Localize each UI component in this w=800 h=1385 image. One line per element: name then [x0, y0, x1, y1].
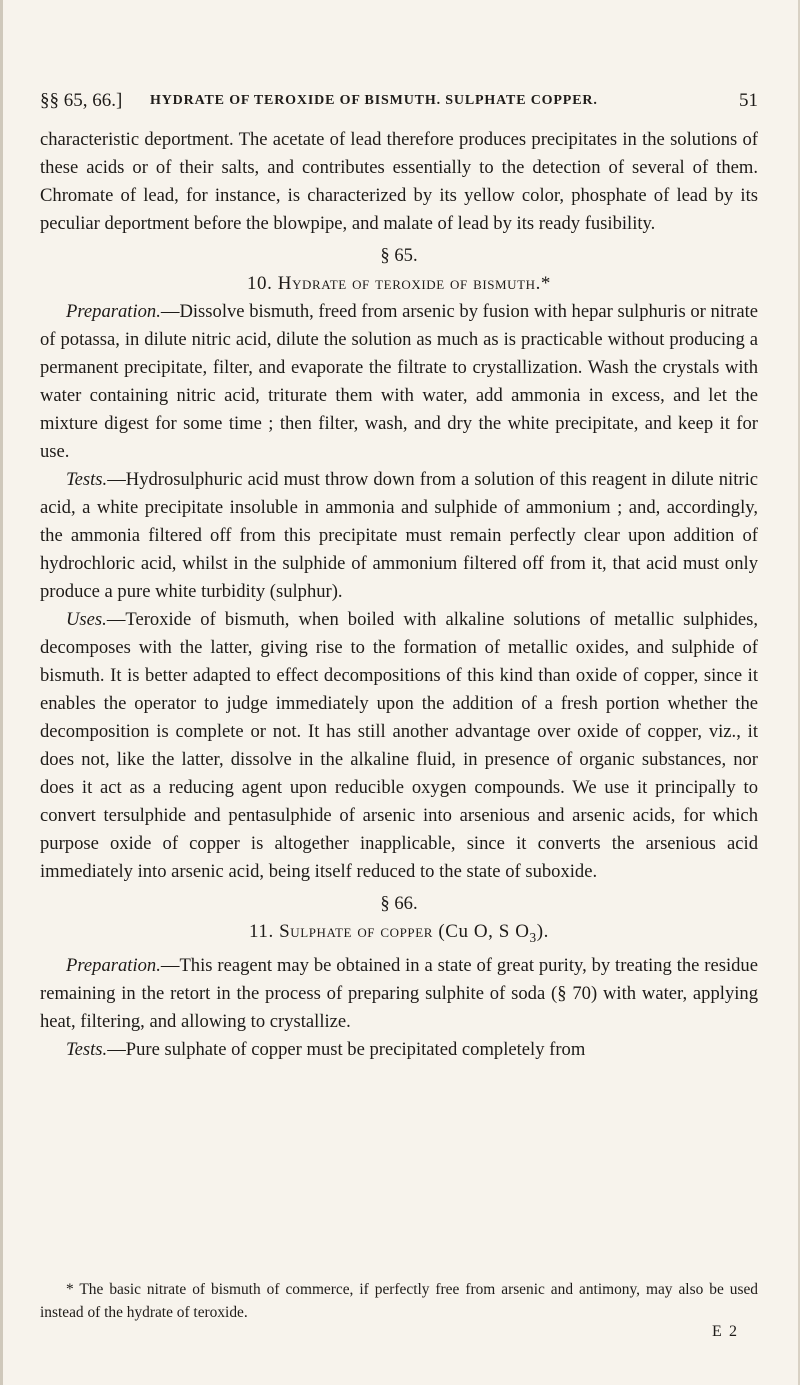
- section-65-uses: [40, 606, 758, 886]
- signature-mark: E 2: [712, 1323, 739, 1340]
- formula-prefix: (Cu O, S O: [438, 921, 530, 942]
- section-65-number: 10.: [246, 273, 273, 294]
- tests-text: —Pure sulphate of copper must be precipitated completely from: [107, 1038, 586, 1060]
- uses-text: —Teroxide of bismuth, when boiled with alkaline solutions of metallic sulphides, decomposes with the latter, giving rise to the formation of metallic oxides, and sulphide of bismuth. It is better adapted to effect decompositions of this kind than oxide of copper, since it enables the operator to judge immediately upon the addition of a fresh portion whether the decomposition is complete or not. It has still another advantage over oxide of copper, viz., it does not, like the latter, dissolve in the alkaline fluid, in presence of organic substances, nor does it act as a reducing agent upon reducible oxygen compounds. We use it principally to convert tersulphide and pentasulphide of arsenic into arsenious and arsenic acids, for which purpose oxide of copper is altogether inapplicable, since it converts the arsenious acid immediately into arsenic acid, being itself reduced to the state of suboxide.: [40, 609, 758, 882]
- section-66-heading: [40, 918, 758, 952]
- section-66-title: Sulphate of copper: [279, 921, 433, 942]
- section-65-heading: [40, 270, 758, 298]
- section-65-title: Hydrate of teroxide of bismuth.*: [277, 273, 551, 294]
- section-65-tests: [40, 466, 758, 606]
- section-66-tests: [40, 1036, 758, 1064]
- section-66-number: 11.: [249, 921, 274, 942]
- formula-suffix: ).: [536, 921, 549, 942]
- preparation-label: Preparation.: [66, 301, 161, 322]
- footnote: [40, 1278, 758, 1324]
- intro-paragraph: characteristic deportment. The acetate of lead therefore produces precipitates in the solutions of these acids or of their salts, and contributes essentially to the detection of several of them. Chromate of lead, for instance, is characterized by its yellow color, phosphate of lead by its peculiar deportment before the blowpipe, and malate of lead by its ready fusibility.: [40, 129, 758, 234]
- page-number: 51: [739, 90, 758, 111]
- preparation-text: —Dissolve bismuth, freed from arsenic by fusion with hepar sulphuris or nitrate of potassa, in dilute nitric acid, dilute the solution as much as is practicable without producing a permanent precipitate, filter, and evaporate the filtrate to crystallization. Wash the crystals with water containing nitric acid, triturate them with water, add ammonia in excess, and let the mixture digest for some time ; then filter, wash, and dry the white precipitate, and keep it for use.: [40, 301, 758, 462]
- tests-text: —Hydrosulphuric acid must throw down from a solution of this reagent in dilute nitric acid, a white precipitate insoluble in ammonia and sulphide of ammonium ; and, accordingly, the ammonia filtered off from this precipitate must remain perfectly clear upon addition of hydrochloric acid, whilst in the sulphide of ammonium filtered off from it, that acid must only produce a pure white turbidity (sulphur).: [40, 469, 758, 602]
- formula-subscript: 3: [529, 929, 537, 945]
- preparation-text: —This reagent may be obtained in a state of great purity, by treating the residue remaining in the retort in the process of preparing sulphite of soda (§ 70) with water, applying heat, filtering, and allowing to crystallize.: [40, 954, 758, 1032]
- main-text: [40, 126, 758, 1064]
- header-section-numbers: §§ 65, 66.]: [40, 90, 123, 111]
- preparation-label: Preparation.: [66, 954, 161, 976]
- header-title: HYDRATE OF TEROXIDE OF BISMUTH. SULPHATE COPPER.: [150, 93, 598, 108]
- section-65-preparation: [40, 298, 758, 466]
- tests-label: Tests.: [66, 1038, 108, 1060]
- running-header: [40, 86, 758, 116]
- uses-label: Uses.: [66, 609, 107, 630]
- tests-label: Tests.: [66, 469, 108, 490]
- footnote-text: * The basic nitrate of bismuth of commerce, if perfectly free from arsenic and antimony, may also be used instead of the hydrate of teroxide.: [40, 1281, 758, 1321]
- section-65-mark: § 65.: [380, 245, 418, 266]
- section-66-preparation: [40, 952, 758, 1036]
- section-66-mark: § 66.: [380, 893, 418, 914]
- page-edge-left: [0, 0, 3, 1385]
